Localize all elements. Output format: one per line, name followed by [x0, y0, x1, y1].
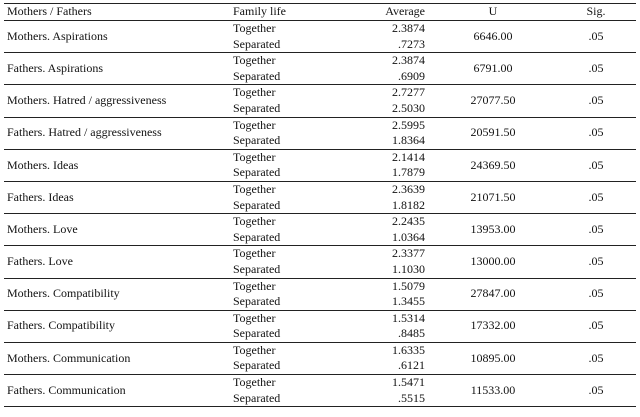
- u-value: 13953.00: [430, 214, 556, 246]
- sig-value: .05: [556, 375, 636, 407]
- statistics-table-container: [4, 3, 636, 407]
- table-row: [4, 342, 636, 358]
- sig-value: .05: [556, 21, 636, 53]
- row-variable-name: Mothers. Love: [4, 214, 231, 246]
- family-together-label: Together: [231, 117, 330, 133]
- family-together-label: Together: [231, 278, 330, 294]
- sig-value: .05: [556, 342, 636, 374]
- row-variable-name: Mothers. Aspirations: [4, 21, 231, 53]
- average-together: 2.3874: [330, 53, 430, 69]
- sig-value: .05: [556, 53, 636, 85]
- table-row: [4, 375, 636, 391]
- family-separated-label: Separated: [233, 36, 281, 51]
- average-together: 1.5314: [330, 310, 430, 326]
- average-together: 2.7277: [330, 85, 430, 101]
- table-row: [4, 181, 636, 197]
- average-together: 2.3639: [330, 181, 430, 197]
- row-variable-name: Fathers. Aspirations: [4, 53, 231, 85]
- u-value: 27077.50: [430, 85, 556, 117]
- family-together-label: Together: [231, 342, 330, 358]
- sig-value: .05: [556, 117, 636, 149]
- family-separated-label: Separated: [233, 165, 281, 180]
- row-variable-name: Fathers. Compatibility: [4, 310, 231, 342]
- family-separated-label: Separated: [233, 133, 281, 148]
- row-variable-name: Mothers. Communication: [4, 342, 231, 374]
- family-together-label: Together: [231, 85, 330, 101]
- row-variable-name: Fathers. Communication: [4, 375, 231, 407]
- header-u: U: [488, 4, 498, 19]
- table-body: [4, 21, 636, 407]
- u-value: 6646.00: [430, 21, 556, 53]
- table-row: [4, 53, 636, 69]
- average-together: 2.2435: [330, 214, 430, 230]
- family-together-label: Together: [231, 181, 330, 197]
- sig-value: .05: [556, 310, 636, 342]
- family-together-label: Together: [231, 246, 330, 262]
- sig-value: .05: [556, 214, 636, 246]
- family-separated-label: Separated: [233, 261, 281, 276]
- sig-value: .05: [556, 181, 636, 213]
- average-separated: 2.5030: [392, 100, 425, 115]
- table-row: [4, 21, 636, 37]
- average-separated: 1.8182: [392, 197, 425, 212]
- u-value: 10895.00: [430, 342, 556, 374]
- row-variable-name: Fathers. Ideas: [4, 181, 231, 213]
- average-separated: .6121: [398, 358, 425, 373]
- average-together: 1.5079: [330, 278, 430, 294]
- average-together: 2.3874: [330, 21, 430, 37]
- average-together: 2.3377: [330, 246, 430, 262]
- average-separated: 1.3455: [392, 294, 425, 309]
- table-row: [4, 117, 636, 133]
- row-variable-name: Mothers. Hatred / aggressiveness: [4, 85, 231, 117]
- average-separated: 1.1030: [392, 261, 425, 276]
- average-together: 2.5995: [330, 117, 430, 133]
- header-sig: Sig.: [586, 4, 606, 19]
- table-row: [4, 214, 636, 230]
- family-separated-label: Separated: [233, 100, 281, 115]
- family-together-label: Together: [231, 214, 330, 230]
- u-value: 20591.50: [430, 117, 556, 149]
- average-separated: 1.0364: [392, 229, 425, 244]
- family-together-label: Together: [231, 53, 330, 69]
- average-separated: 1.8364: [392, 133, 425, 148]
- family-separated-label: Separated: [233, 294, 281, 309]
- u-value: 21071.50: [430, 181, 556, 213]
- table-row: [4, 246, 636, 262]
- u-value: 27847.00: [430, 278, 556, 310]
- u-value: 11533.00: [430, 375, 556, 407]
- family-together-label: Together: [231, 310, 330, 326]
- family-separated-label: Separated: [233, 229, 281, 244]
- average-separated: .8485: [398, 326, 425, 341]
- average-separated: 1.7879: [392, 165, 425, 180]
- average-together: 1.6335: [330, 342, 430, 358]
- u-value: 6791.00: [430, 53, 556, 85]
- row-variable-name: Mothers. Ideas: [4, 149, 231, 181]
- header-family-life: Family life: [233, 4, 286, 19]
- table-row: [4, 310, 636, 326]
- family-together-label: Together: [231, 149, 330, 165]
- u-value: 17332.00: [430, 310, 556, 342]
- family-separated-label: Separated: [233, 197, 281, 212]
- u-value: 24369.50: [430, 149, 556, 181]
- row-variable-name: Fathers. Hatred / aggressiveness: [4, 117, 231, 149]
- sig-value: .05: [556, 149, 636, 181]
- average-separated: .6909: [398, 68, 425, 83]
- table-row: [4, 278, 636, 294]
- header-average: Average: [385, 4, 425, 19]
- average-together: 2.1414: [330, 149, 430, 165]
- family-together-label: Together: [231, 375, 330, 391]
- sig-value: .05: [556, 246, 636, 278]
- u-value: 13000.00: [430, 246, 556, 278]
- table-header-row: [4, 4, 636, 21]
- family-separated-label: Separated: [233, 358, 281, 373]
- row-variable-name: Mothers. Compatibility: [4, 278, 231, 310]
- table-row: [4, 149, 636, 165]
- average-separated: .7273: [398, 36, 425, 51]
- table-row: [4, 85, 636, 101]
- sig-value: .05: [556, 85, 636, 117]
- family-together-label: Together: [231, 21, 330, 37]
- header-mothers-fathers: Mothers / Fathers: [7, 4, 92, 19]
- family-separated-label: Separated: [231, 391, 330, 407]
- sig-value: .05: [556, 278, 636, 310]
- family-separated-label: Separated: [233, 68, 281, 83]
- row-variable-name: Fathers. Love: [4, 246, 231, 278]
- mann-whitney-results-table: [4, 3, 636, 407]
- average-separated: .5515: [330, 391, 430, 407]
- family-separated-label: Separated: [233, 326, 281, 341]
- average-together: 1.5471: [330, 375, 430, 391]
